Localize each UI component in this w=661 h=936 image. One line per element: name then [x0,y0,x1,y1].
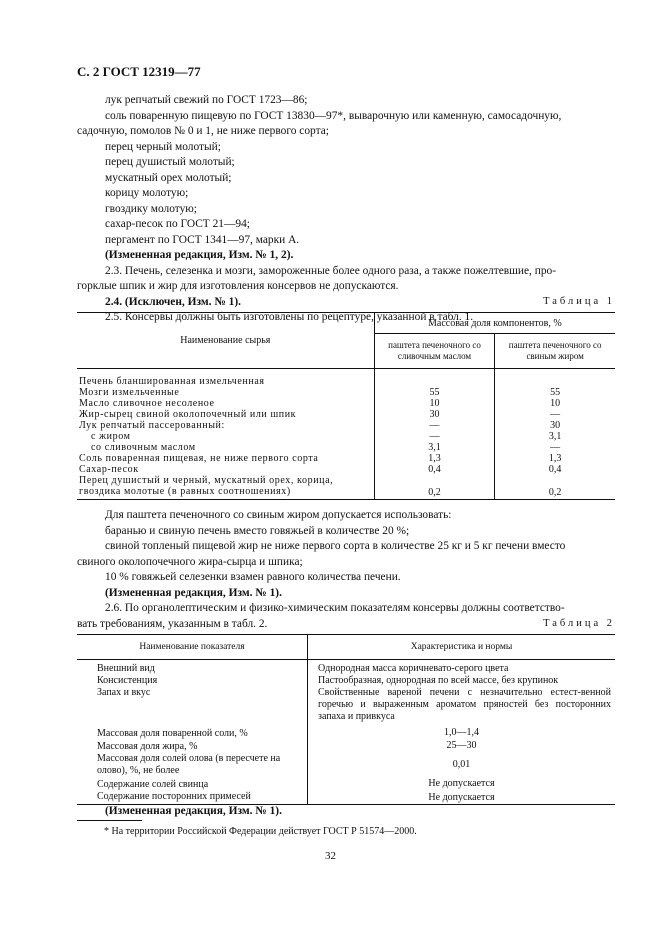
table-row [77,723,615,739]
row-b: — [495,442,615,453]
text-line: мускатный орех молотый; [105,171,232,184]
text-line: свиной топленый пищевой жир не ниже первого сорта в количестве 25 кг и 5 кг печени вместо [105,540,566,552]
row-name: гвоздика молотые (в равных соотношениях) [79,486,291,497]
row-b: 55 [495,387,615,398]
table-row [77,790,615,805]
change-note: (Измененная редакция, Изм. № 1). [105,586,282,599]
row-name: Массовая доля жира, % [97,740,198,752]
text-line: 2.3. Печень, селезенка и мозги, замороженные более одного раза, а также пожелтевшие, про- [105,264,557,277]
row-name: Содержание посторонних примесей [97,791,251,802]
row-b: 10 [495,398,615,409]
row-name: Внешний вид [97,663,155,674]
row-name: Массовая доля поваренной соли, % [97,727,248,739]
table-row [77,660,615,675]
row-val: Однородная масса коричневато-серого цвета [308,660,616,675]
row-val: Свойственные вареной печени с незначительно естест-венной горечью и выраженным ароматом пряностей без посторонних запаха и привкуса [308,686,616,723]
text-line: 2.4. (Исключен, Изм. № 1). [105,295,241,308]
table2-col-name: Наименование показателя [139,642,245,652]
row-b: 30 [495,420,615,431]
table-row [77,442,615,453]
table-row [77,453,615,464]
text-line: соль поваренную пищевую по ГОСТ 13830—97*, выварочную или каменную, самосадочную, [105,109,562,122]
row-b: 3,1 [495,431,615,442]
mid-text [77,508,615,632]
text-line: корицу молотую; [105,187,189,199]
footnote: * На территории Российской Федерации действует ГОСТ Р 51574—2000. [104,826,417,837]
table1-col-b: паштета печеночного со свиным жиром [495,334,615,369]
text-line: гвоздику молотую; [105,202,197,215]
table-row [77,777,615,790]
row-val: 25—30 [308,739,616,752]
table-row [77,376,615,387]
footnote-rule [77,820,142,821]
table-row [77,686,615,723]
table-row [77,420,615,431]
row-a: — [374,420,495,431]
row-b [495,376,615,387]
page-header: С. 2 ГОСТ 12319—77 [77,64,201,79]
row-name: Лук репчатый пассерованный: [79,420,225,431]
table1-col-name: Наименование сырья [180,335,271,346]
row-name: Содержание солей свинца [97,779,209,790]
text-line: Для паштета печеночного со свиным жиром допускается использовать: [105,509,452,521]
row-a: 30 [374,409,495,420]
row-name: Сахар-песок [79,464,139,475]
row-b: — [495,409,615,420]
row-val: Не допускается [308,777,616,790]
row-a: 0,2 [374,486,495,500]
text-line: пергамент по ГОСТ 1341—97, марки А. [105,233,300,246]
row-a: — [374,431,495,442]
table-row [77,739,615,752]
row-a: 1,3 [374,453,495,464]
row-name: Перец душистый и черный, мускатный орех, корица, [79,475,334,486]
row-b: 0,4 [495,464,615,475]
table1-caption: Таблица 1 [543,296,615,307]
text-line: свиного околопочечного жира-сырца и шпика; [77,555,303,568]
row-a: 3,1 [374,442,495,453]
row-a [374,376,495,387]
table-row [77,486,615,500]
table-row [77,409,615,420]
row-name: Запах и вкус [97,687,151,698]
text-line: 2.6. По органолептическим и физико-химическим показателям консервы должны соответство- [105,602,565,614]
row-name: Печень бланшированная измельченная [79,376,265,387]
table-row [77,464,615,475]
row-name: Жир-сырец свиной околопочечный или шпик [79,409,297,420]
row-a: 0,4 [374,464,495,475]
row-name: Соль поваренная пищевая, не ниже первого сорта [79,453,319,464]
row-a [374,475,495,486]
row-a: 55 [374,387,495,398]
row-val: Пастообразная, однородная по всей массе, без крупинок [308,674,616,686]
row-name: с жиром [91,431,131,442]
table2 [77,634,615,805]
table1-col-a: паштета печеночного со сливочным маслом [374,334,495,369]
table-row [77,387,615,398]
row-b: 1,3 [495,453,615,464]
table2-caption: Таблица 2 [543,618,615,629]
change-note: (Измененная редакция, Изм. № 1). [105,805,282,817]
change-note: (Измененная редакция, Изм. № 1, 2). [105,249,294,261]
text-line: горклые шпик и жир для изготовления консервов не допускаются. [77,280,399,292]
page-number: 32 [325,850,336,862]
row-val: Не допускается [308,790,616,805]
text-line: 2.5. Консервы должны быть изготовлены по рецептуре, указанной в табл. 1. [105,311,474,323]
text-line: 10 % говяжьей селезенки взамен равного количества печени. [105,571,401,583]
table-row [77,674,615,686]
text-line: перец черный молотый; [105,140,221,153]
table-row [77,475,615,486]
text-line: вать требованиям, указанным в табл. 2. [77,617,268,630]
row-name: Массовая доля солей олова (в пересчете на олово), %, не более [97,753,281,776]
table-row [77,431,615,442]
table1-col-group: Массовая доля компонентов, % [374,313,615,334]
row-name: Масло сливочное несоленое [79,398,215,409]
table2-col-val: Характеристика и нормы [308,635,616,660]
row-val: 0,01 [308,752,616,777]
row-val: 1,0—1,4 [308,723,616,739]
table-row [77,398,615,409]
top-text [77,93,615,326]
text-line: лук репчатый свежий по ГОСТ 1723—86; [105,94,308,106]
row-name: Мозги измельченные [79,387,180,398]
text-line: садочную, помолов № 0 и 1, не ниже первого сорта; [77,125,329,137]
text-line: баранью и свиную печень вместо говяжьей в количестве 20 %; [105,524,410,537]
row-name: со сливочным маслом [91,442,196,453]
table-row [77,752,615,777]
table1 [77,312,615,500]
row-b: 0,2 [495,486,615,500]
change-note-3-wrap [77,804,615,820]
text-line: перец душистый молотый; [105,156,235,168]
row-b [495,475,615,486]
text-line: сахар-песок по ГОСТ 21—94; [105,218,250,230]
row-name: Консистенция [97,675,158,686]
row-a: 10 [374,398,495,409]
